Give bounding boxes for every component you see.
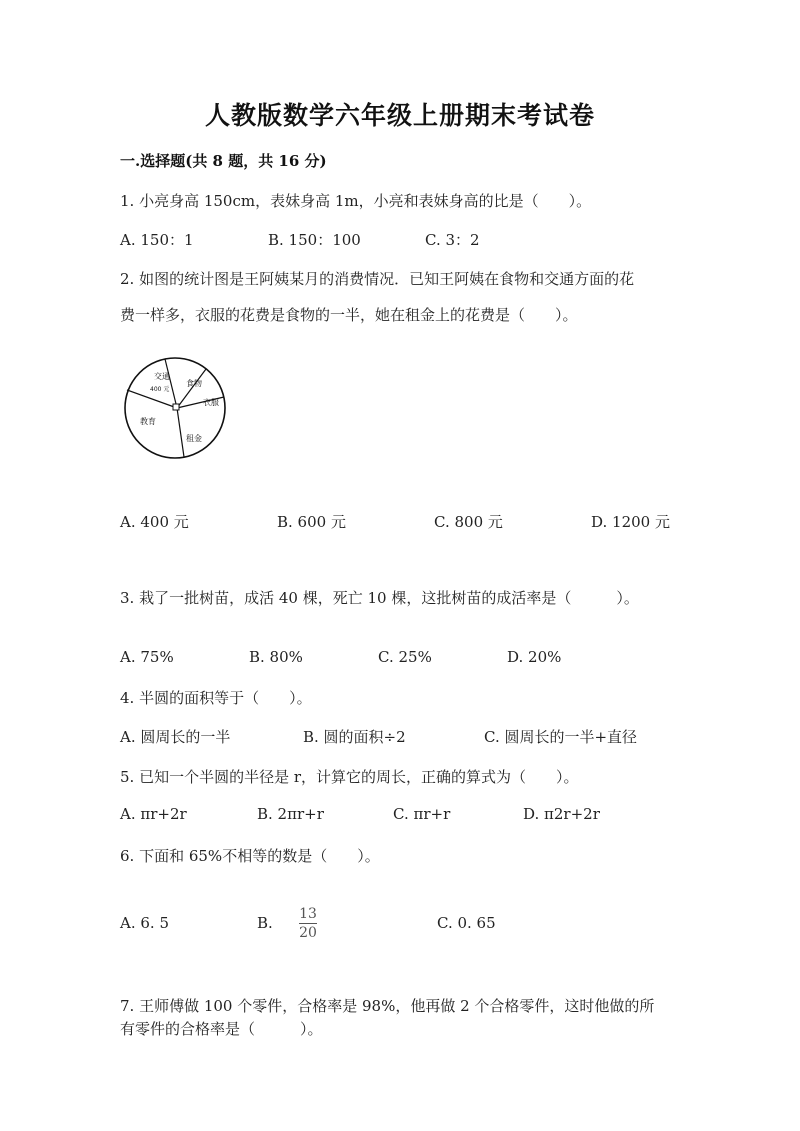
q1-option-b[interactable]: B. 150：100 [268, 231, 361, 249]
pie-label-rent: 租金 [186, 434, 202, 443]
q5-option-d[interactable]: D. π2r+2r [523, 805, 600, 823]
section-heading: 一.选择题(共 8 题，共 16 分) [120, 152, 327, 170]
exam-title: 人教版数学六年级上册期末考试卷 [204, 101, 595, 130]
fraction-numerator: 13 [299, 906, 317, 922]
pie-label-food: 食物 [186, 379, 202, 388]
question-5: 5. 已知一个半圆的半径是 r，计算它的周长，正确的算式为（ ）。 [120, 768, 579, 786]
q3-option-a[interactable]: A. 75% [120, 648, 174, 666]
question-7-line-2: 有零件的合格率是（ ）。 [120, 1020, 323, 1038]
q6-option-c[interactable]: C. 0. 65 [437, 914, 496, 932]
q6-option-b-fraction [298, 907, 318, 940]
pie-label-transport: 交通 [154, 372, 170, 381]
q6-option-b[interactable]: B. [257, 914, 273, 932]
pie-label-clothes: 衣服 [203, 398, 219, 407]
q1-option-a[interactable]: A. 150：1 [120, 231, 194, 249]
pie-label-education: 教育 [140, 417, 156, 426]
q4-option-a[interactable]: A. 圆周长的一半 [120, 728, 231, 746]
question-2-line-2: 费一样多，衣服的花费是食物的一半，她在租金上的花费是（ ）。 [120, 306, 578, 324]
q5-option-b[interactable]: B. 2πr+r [257, 805, 324, 823]
q2-option-a[interactable]: A. 400 元 [120, 513, 189, 531]
question-4: 4. 半圆的面积等于（ ）。 [120, 689, 312, 707]
q5-option-c[interactable]: C. πr+r [393, 805, 451, 823]
right-angle-mark [173, 404, 179, 410]
q1-option-c[interactable]: C. 3：2 [425, 231, 480, 249]
q3-option-c[interactable]: C. 25% [378, 648, 432, 666]
consumption-pie-chart [120, 352, 232, 464]
q2-option-b[interactable]: B. 600 元 [277, 513, 346, 531]
q2-option-c[interactable]: C. 800 元 [434, 513, 503, 531]
pie-label-transport-value: 400 元 [150, 386, 170, 393]
q4-option-b[interactable]: B. 圆的面积÷2 [303, 728, 406, 746]
q4-option-c[interactable]: C. 圆周长的一半+直径 [484, 728, 638, 746]
question-6: 6. 下面和 65%不相等的数是（ ）。 [120, 847, 380, 865]
question-7-line-1: 7. 王师傅做 100 个零件，合格率是 98%，他再做 2 个合格零件，这时他做的所 [120, 997, 655, 1015]
question-3: 3. 栽了一批树苗，成活 40 棵，死亡 10 棵，这批树苗的成活率是（ ）。 [120, 589, 639, 607]
question-1: 1. 小亮身高 150cm，表妹身高 1m，小亮和表妹身高的比是（ ）。 [120, 192, 592, 210]
q2-option-d[interactable]: D. 1200 元 [591, 513, 670, 531]
q3-option-d[interactable]: D. 20% [507, 648, 562, 666]
question-2-line-1: 2. 如图的统计图是王阿姨某月的消费情况．已知王阿姨在食物和交通方面的花 [120, 270, 635, 288]
q6-option-a[interactable]: A. 6. 5 [120, 914, 169, 932]
q5-option-a[interactable]: A. πr+2r [120, 805, 187, 823]
q3-option-b[interactable]: B. 80% [249, 648, 303, 666]
fraction-denominator: 20 [299, 925, 317, 941]
